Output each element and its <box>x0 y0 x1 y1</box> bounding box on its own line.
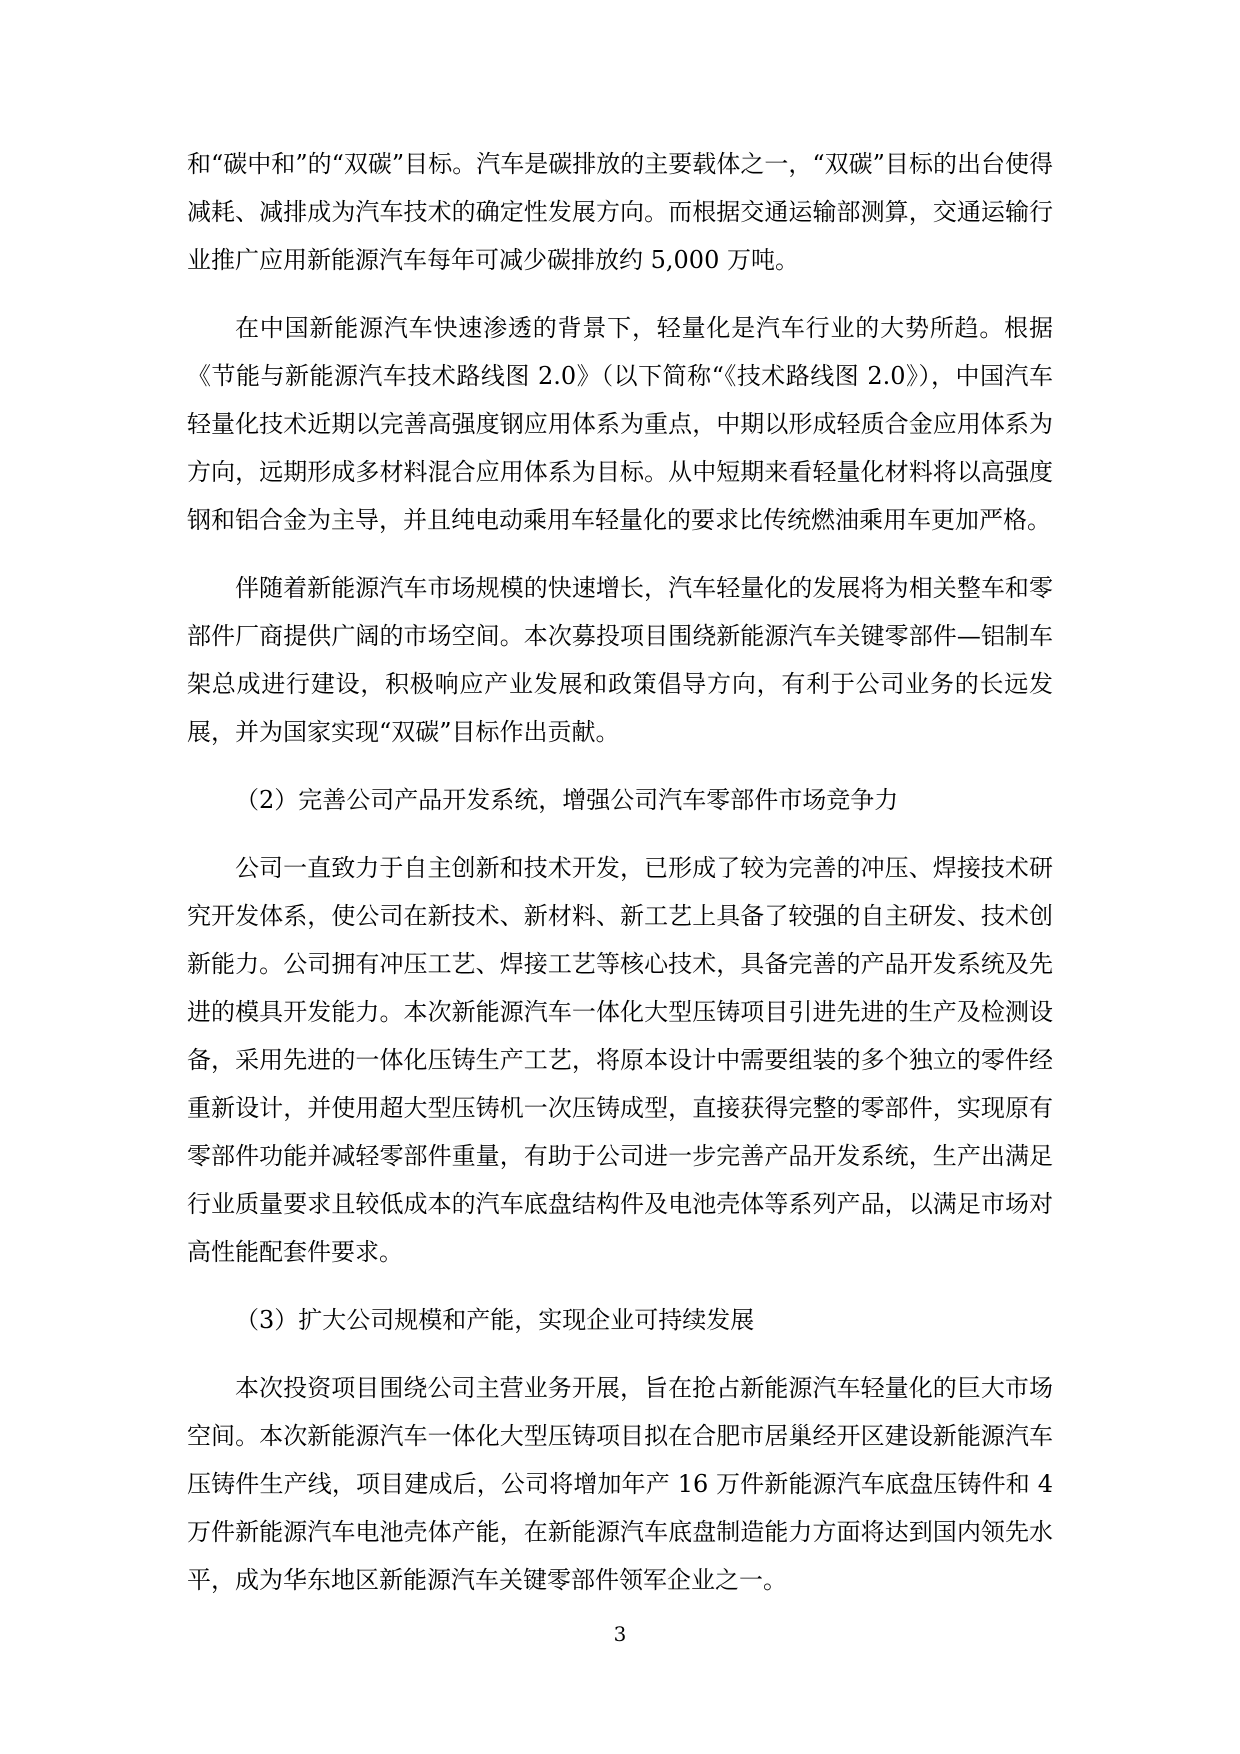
page-number: 3 <box>613 1622 627 1646</box>
document-body <box>187 140 1053 1604</box>
paragraph-investment-project: 本次投资项目围绕公司主营业务开展，旨在抢占新能源汽车轻量化的巨大市场空间。本次新能源汽车一体化大型压铸项目拟在合肥市居巢经开区建设新能源汽车压铸件生产线，项目建成后，公司将增加年产 16 万件新能源汽车底盘压铸件和 4 万件新能源汽车电池壳体产能，在新能源汽车底盘制造能力方面将达到国内领先水平，成为华东地区新能源汽车关键零部件领军企业之一。 <box>187 1374 1053 1594</box>
heading-capacity-expansion: （3）扩大公司规模和产能，实现企业可持续发展 <box>235 1306 755 1334</box>
paragraph-market-space: 伴随着新能源汽车市场规模的快速增长，汽车轻量化的发展将为相关整车和零部件厂商提供广阔的市场空间。本次募投项目围绕新能源汽车关键零部件—铝制车架总成进行建设，积极响应产业发展和政策倡导方向，有利于公司业务的长远发展，并为国家实现“双碳”目标作出贡献。 <box>187 574 1053 746</box>
paragraph-lightweight-trend: 在中国新能源汽车快速渗透的背景下，轻量化是汽车行业的大势所趋。根据《节能与新能源汽车技术路线图 2.0》（以下简称“《技术路线图 2.0》），中国汽车轻量化技术近期以完善高强度钢应用体系为重点，中期以形成轻质合金应用体系为方向，远期形成多材料混合应用体系为目标。从中短期来看轻量化材料将以高强度钢和铝合金为主导，并且纯电动乘用车轻量化的要求比传统燃油乘用车更加严格。 <box>187 314 1053 534</box>
paragraph-innovation: 公司一直致力于自主创新和技术开发，已形成了较为完善的冲压、焊接技术研究开发体系，使公司在新技术、新材料、新工艺上具备了较强的自主研发、技术创新能力。公司拥有冲压工艺、焊接工艺等核心技术，具备完善的产品开发系统及先进的模具开发能力。本次新能源汽车一体化大型压铸项目引进先进的生产及检测设备，采用先进的一体化压铸生产工艺，将原本设计中需要组装的多个独立的零件经重新设计，并使用超大型压铸机一次压铸成型，直接获得完整的零部件，实现原有零部件功能并减轻零部件重量，有助于公司进一步完善产品开发系统，生产出满足行业质量要求且较低成本的汽车底盘结构件及电池壳体等系列产品，以满足市场对高性能配套件要求。 <box>187 854 1053 1266</box>
heading-product-development: （2）完善公司产品开发系统，增强公司汽车零部件市场竞争力 <box>235 786 899 814</box>
paragraph-carbon-goal: 和“碳中和”的“双碳”目标。汽车是碳排放的主要载体之一，“双碳”目标的出台使得减耗、减排成为汽车技术的确定性发展方向。而根据交通运输部测算，交通运输行业推广应用新能源汽车每年可减少碳排放约 5,000 万吨。 <box>187 150 1053 274</box>
